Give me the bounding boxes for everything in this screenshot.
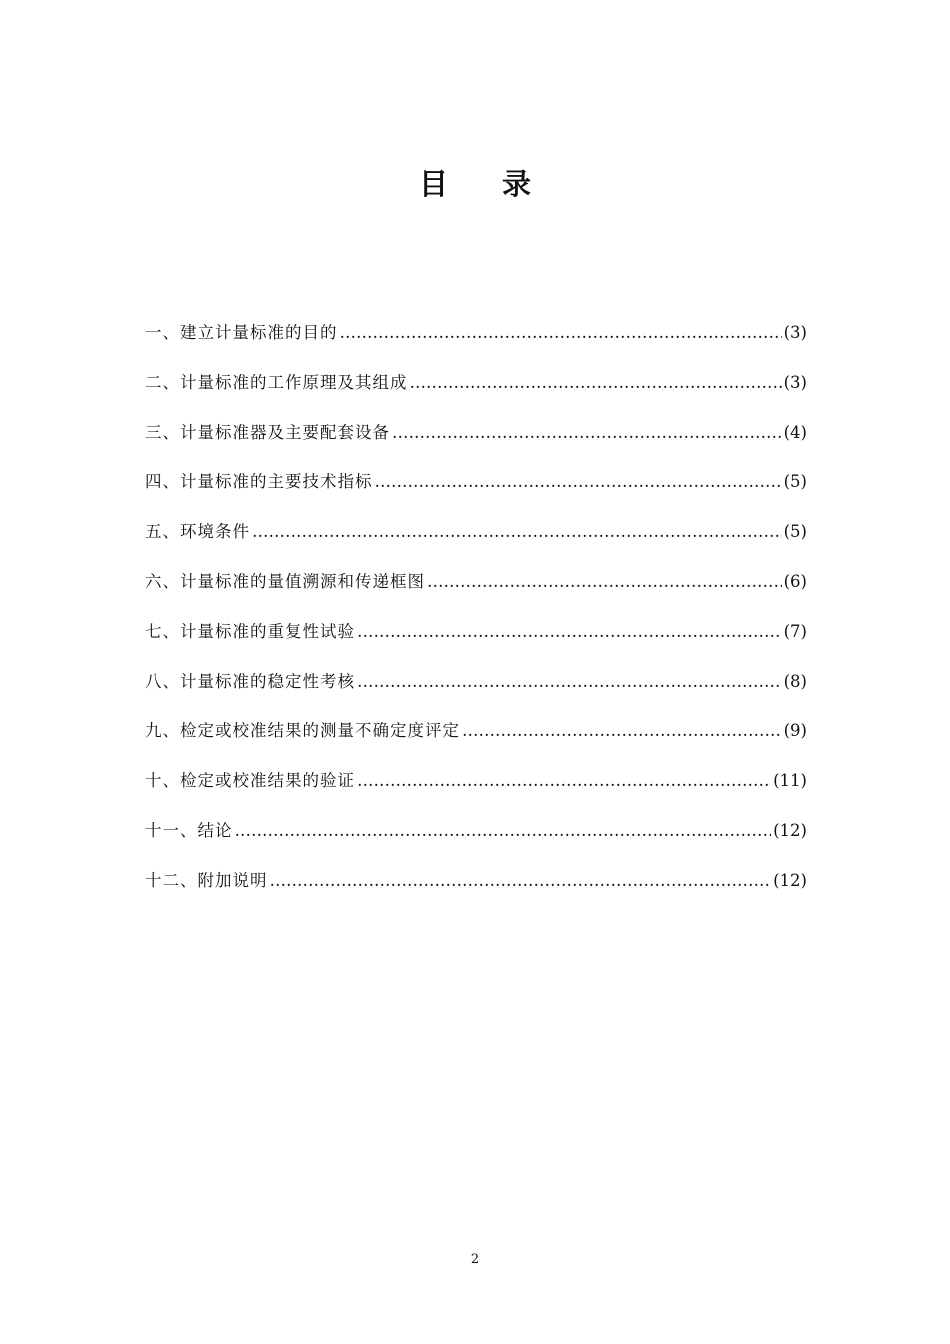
toc-entry-label: 二、计量标准的工作原理及其组成 [145,372,408,392]
toc-dot-leader [375,467,782,497]
toc-entry[interactable] [145,816,807,866]
toc-dot-leader [252,517,782,547]
toc-entry-page: (12) [773,870,807,890]
toc-dot-leader [270,866,772,896]
toc-dot-leader [357,617,782,647]
toc-entry[interactable] [145,418,807,468]
toc-entry-label: 九、检定或校准结果的测量不确定度评定 [145,721,460,741]
toc-entry-label: 十一、结论 [145,820,233,840]
page-number: 2 [470,1252,480,1267]
toc-entry-label: 四、计量标准的主要技术指标 [145,472,373,492]
toc-entry-label: 十、检定或校准结果的验证 [145,771,355,791]
toc-entry-page: (3) [783,372,807,392]
toc-entry[interactable] [145,318,807,368]
toc-dot-leader [340,318,782,348]
toc-entry[interactable] [145,368,807,418]
toc-entry-page: (6) [783,571,807,591]
toc-entry[interactable] [145,866,807,916]
toc-entry-label: 一、建立计量标准的目的 [145,323,338,342]
toc-entry-page: (7) [783,621,807,641]
toc-entry[interactable] [145,716,807,766]
toc-entry-label: 三、计量标准器及主要配套设备 [145,422,390,442]
toc-entry[interactable] [145,667,807,717]
toc-entry-page: (12) [773,820,807,840]
toc-entry-page: (4) [783,422,807,442]
toc-entry-label: 十二、附加说明 [145,870,268,890]
toc-dot-leader [235,816,772,846]
toc-dot-leader [410,368,782,398]
table-of-contents [145,318,807,916]
toc-dot-leader [392,418,782,448]
toc-entry-label: 七、计量标准的重复性试验 [145,621,355,641]
toc-dot-leader [427,567,782,597]
toc-entry[interactable] [145,467,807,517]
toc-entry-page: (5) [783,472,807,492]
toc-entry[interactable] [145,567,807,617]
toc-entry[interactable] [145,517,807,567]
page-title [0,164,950,204]
toc-entry-page: (8) [783,671,807,691]
toc-dot-leader [357,667,782,697]
toc-dot-leader [462,716,782,746]
toc-entry-page: (5) [783,522,807,542]
title-char-1: 目 [418,167,448,201]
toc-entry-label: 五、环境条件 [145,522,250,542]
toc-entry-label: 八、计量标准的稳定性考核 [145,671,355,691]
toc-dot-leader [357,766,771,796]
toc-entry[interactable] [145,766,807,816]
toc-entry-page: (11) [773,771,807,791]
title-char-2: 录 [502,167,532,201]
toc-entry-label: 六、计量标准的量值溯源和传递框图 [145,571,425,591]
toc-entry[interactable] [145,617,807,667]
toc-entry-page: (9) [783,721,807,741]
toc-entry-page: (3) [783,323,807,342]
